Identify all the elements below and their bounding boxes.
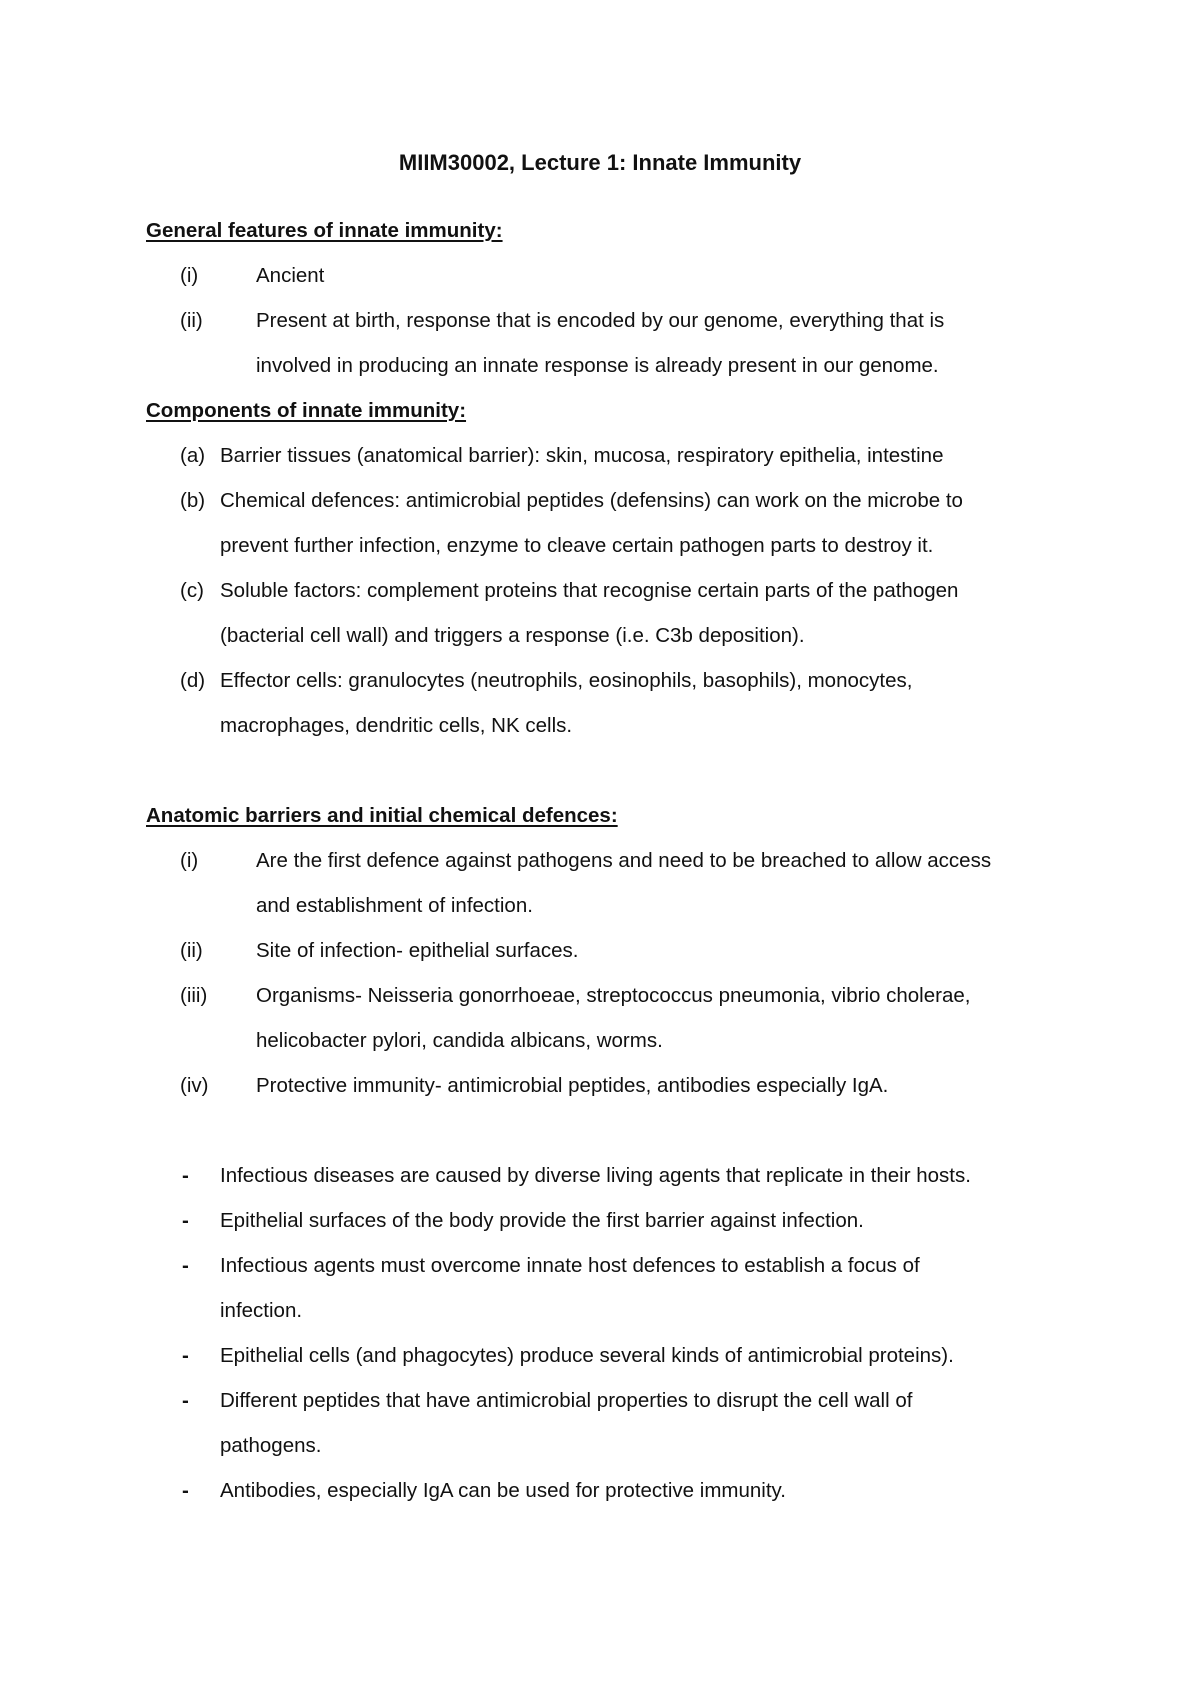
list-item-text: Barrier tissues (anatomical barrier): skin, mucosa, respiratory epithelia, intestine [220,444,944,467]
list-marker: (ii) [180,939,203,962]
bullet-text: Infectious diseases are caused by diverse living agents that replicate in their hosts. [220,1164,971,1187]
page-title: MIIM30002, Lecture 1: Innate Immunity [398,150,802,175]
bullet-text: Infectious agents must overcome innate host defences to establish a focus of [220,1254,920,1277]
list-item-text: Soluble factors: complement proteins that recognise certain parts of the pathogen [220,579,959,602]
bullet-dash: - [182,1254,189,1277]
bullet-dash: - [182,1389,189,1412]
list-marker: (c) [180,579,204,602]
list-marker: (b) [180,489,206,512]
list-marker: (a) [180,444,206,467]
bullet-text: Antibodies, especially IgA can be used for protective immunity. [220,1479,786,1502]
section-heading-general: General features of innate immunity: [146,219,503,242]
section-heading-anatomic: Anatomic barriers and initial chemical defences: [146,804,618,827]
bullet-dash: - [182,1344,189,1367]
list-marker: (ii) [180,309,203,332]
list-marker: (i) [180,264,199,287]
list-item-text: and establishment of infection. [256,894,533,917]
list-item-text: prevent further infection, enzyme to cleave certain pathogen parts to destroy it. [220,534,934,557]
list-marker: (i) [180,849,199,872]
bullet-dash: - [182,1164,189,1187]
list-item-text: Present at birth, response that is encoded by our genome, everything that is [256,309,945,332]
list-item-text: (bacterial cell wall) and triggers a response (i.e. C3b deposition). [220,624,805,647]
list-item-text: Chemical defences: antimicrobial peptides (defensins) can work on the microbe to [220,489,963,512]
bullet-text: infection. [220,1299,303,1322]
bullet-dash: - [182,1479,189,1502]
list-item-text: Organisms- Neisseria gonorrhoeae, streptococcus pneumonia, vibrio cholerae, [256,984,971,1007]
list-marker: (iii) [180,984,208,1007]
list-item-text: Ancient [256,264,325,287]
list-item-text: Are the first defence against pathogens and need to be breached to allow access [256,849,992,872]
list-item-text: macrophages, dendritic cells, NK cells. [220,714,573,737]
list-marker: (iv) [180,1074,209,1097]
list-item-text: Protective immunity- antimicrobial peptides, antibodies especially IgA. [256,1074,889,1097]
list-item-text: Effector cells: granulocytes (neutrophils, eosinophils, basophils), monocytes, [220,669,913,692]
list-marker: (d) [180,669,206,692]
bullet-text: pathogens. [220,1434,322,1457]
bullet-text: Epithelial cells (and phagocytes) produce several kinds of antimicrobial proteins). [220,1344,954,1367]
list-item-text: helicobacter pylori, candida albicans, worms. [256,1029,663,1052]
list-item-text: Site of infection- epithelial surfaces. [256,939,579,962]
bullet-text: Different peptides that have antimicrobial properties to disrupt the cell wall of [220,1389,913,1412]
bullet-dash: - [182,1209,189,1232]
list-item-text: involved in producing an innate response is already present in our genome. [256,354,939,377]
section-heading-components: Components of innate immunity: [146,399,467,422]
bullet-text: Epithelial surfaces of the body provide the first barrier against infection. [220,1209,864,1232]
